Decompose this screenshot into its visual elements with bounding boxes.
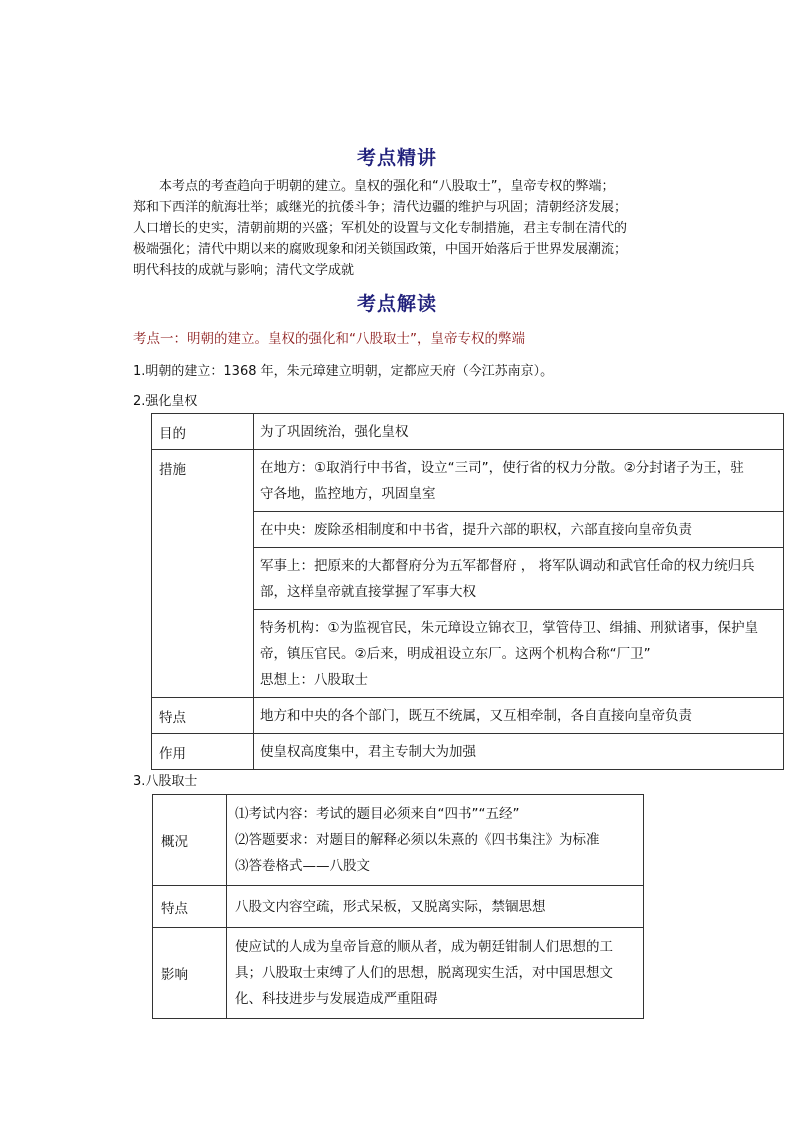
- row-content: [227, 795, 644, 886]
- table-row: [152, 414, 784, 450]
- text-line: ⑴考试内容：考试的题目必须来自“四书”“五经”: [235, 806, 520, 822]
- row-content: 地方和中央的各个部门，既互不统属，又互相牵制，各自直接向皇帝负责: [254, 698, 784, 734]
- measure-special-agencies: [254, 610, 783, 697]
- row-content: [227, 928, 644, 1019]
- section-title: 考点一：明朝的建立。皇权的强化和“八股取士”，皇帝专权的弊端: [133, 331, 525, 347]
- row-label: 作用: [152, 734, 254, 770]
- paragraph-strengthen-imperial-power: 2.强化皇权: [133, 394, 198, 409]
- text-line: 部，这样皇帝就直接掌握了军事大权: [260, 584, 476, 600]
- row-content: 使皇权高度集中，君主专制大为加强: [254, 734, 784, 770]
- measure-central: [254, 512, 783, 548]
- row-content: 为了巩固统治，强化皇权: [254, 414, 784, 450]
- row-content: 八股文内容空疏，形式呆板，又脱离实际，禁锢思想: [227, 886, 644, 928]
- row-label: 特点: [152, 698, 254, 734]
- table-row: [153, 928, 644, 1019]
- text-line: 在地方：①取消行中书省，设立“三司”，使行省的权力分散。②分封诸子为王，驻: [260, 460, 744, 476]
- text-line: 军事上：把原来的大都督府分为五军都督府 ， 将军队调动和武官任命的权力统归兵: [260, 558, 755, 574]
- measure-military: [254, 548, 783, 610]
- imperial-power-table: [151, 413, 784, 770]
- intro-paragraph: [133, 176, 693, 281]
- heading-kaodian-jingjiang: 考点精讲: [356, 147, 437, 169]
- table-row: [152, 450, 784, 698]
- table-row: [153, 795, 644, 886]
- text-line: 守各地，监控地方，巩固皇室: [260, 486, 436, 502]
- text-line: 具；八股取士束缚了人们的思想，脱离现实生活，对中国思想文: [235, 965, 613, 981]
- table-row: [153, 886, 644, 928]
- row-label: 特点: [153, 886, 227, 928]
- intro-line: 极端强化；清代中期以来的腐败现象和闭关锁国政策，中国开始落后于世界发展潮流；: [133, 242, 628, 257]
- text-line: ⑶答卷格式——八股文: [235, 858, 370, 874]
- row-label: 概况: [153, 795, 227, 886]
- intro-line: 郑和下西洋的航海壮举；戚继光的抗倭斗争；清代边疆的维护与巩固；清朝经济发展；: [133, 200, 628, 215]
- intro-line: 本考点的考查趋向于明朝的建立。皇权的强化和“八股取士”，皇帝专权的弊端；: [159, 179, 615, 194]
- eight-legged-essay-table: [152, 794, 644, 1019]
- row-label: 目的: [152, 414, 254, 450]
- text-line: 特务机构：①为监视官民，朱元璋设立锦衣卫，掌管侍卫、缉捕、刑狱诸事，保护皇: [260, 620, 759, 636]
- intro-line: 明代科技的成就与影响；清代文学成就: [133, 263, 355, 278]
- text-line: 化、科技进步与发展造成严重阻碍: [235, 991, 438, 1007]
- paragraph-ming-founding: 1.明朝的建立：1368 年，朱元璋建立明朝，定都应天府（今江苏南京）。: [133, 364, 554, 379]
- text-line: 使应试的人成为皇帝旨意的顺从者，成为朝廷钳制人们思想的工: [235, 939, 613, 955]
- heading-kaodian-jiedu: 考点解读: [356, 293, 437, 315]
- measures-cell: [254, 450, 784, 698]
- row-label: 措施: [152, 450, 254, 698]
- paragraph-eight-legged-essay: 3.八股取士: [133, 774, 198, 789]
- table-row: [152, 734, 784, 770]
- table-row: [152, 698, 784, 734]
- text-line: ⑵答题要求：对题目的解释必须以朱熹的《四书集注》为标准: [235, 832, 600, 848]
- measure-local: [254, 450, 783, 512]
- row-label: 影响: [153, 928, 227, 1019]
- text-line: 在中央：废除丞相制度和中书省，提升六部的职权，六部直接向皇帝负责: [260, 522, 692, 538]
- text-line: 思想上：八股取士: [260, 672, 368, 688]
- intro-line: 人口增长的史实，清朝前期的兴盛；军机处的设置与文化专制措施，君主专制在清代的: [133, 221, 628, 236]
- text-line: 帝，镇压官民。②后来，明成祖设立东厂。这两个机构合称“厂卫”: [260, 646, 651, 662]
